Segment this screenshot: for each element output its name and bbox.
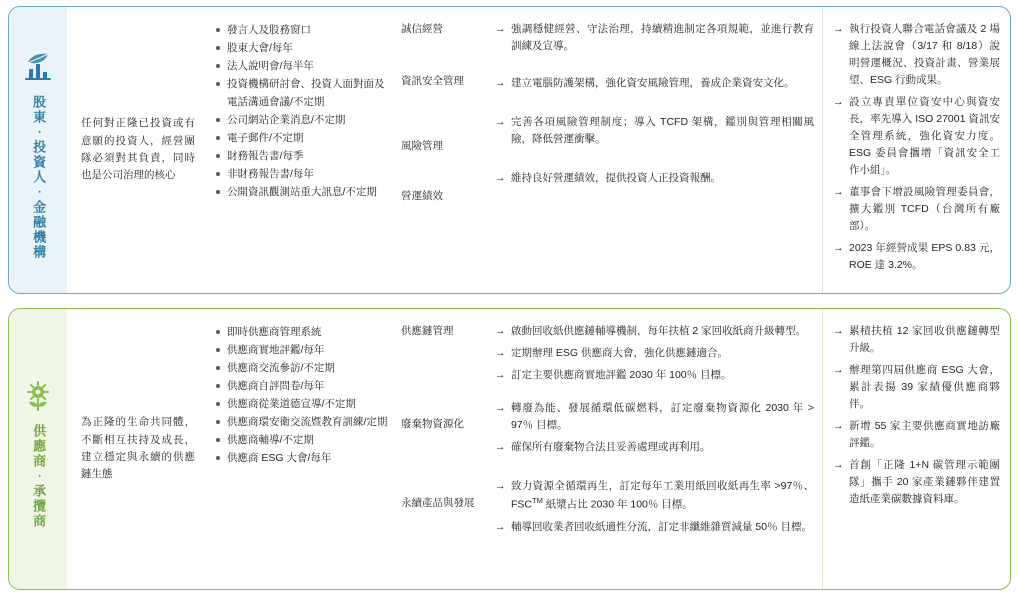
list-item: 投資機構研討會、投資人面對面及電話溝通會議/不定期: [227, 75, 389, 111]
action-group: [495, 170, 814, 187]
arrow-right-icon: →: [495, 347, 506, 359]
result-item: [833, 240, 1000, 274]
action-item: [495, 114, 814, 148]
action-item-text: 轉廢為能、發展循環低碳燃料，訂定廢棄物資源化 2030 年 > 97％ 目標。: [511, 402, 814, 431]
list-item: 供應商自評問卷/每年: [227, 377, 389, 395]
arrow-right-icon: →: [495, 172, 506, 184]
result-item-text: 辦理第四屆供應商 ESG 大會，累計表揚 39 家績優供應商夥伴。: [849, 364, 1000, 410]
action-item: [495, 478, 814, 514]
action-item: [495, 170, 814, 187]
arrow-right-icon: →: [495, 369, 506, 381]
section-suppliers: [8, 308, 1011, 590]
action-item-text: 定期辦理 ESG 供應商大會，強化供應鏈適合。: [511, 347, 729, 359]
result-item-text: 設立專責單位資安中心與資安長，率先導入 ISO 27001 資訊安全管理系統，強化資安力度。ESG 委員會攜增「資訊安全工作小組」。: [849, 96, 1000, 176]
action-item: [495, 75, 814, 92]
action-group: [495, 400, 814, 456]
result-item-text: 新增 55 家主要供應商實地訪廠評鑑。: [849, 420, 1000, 449]
action-item-text: 啟動回收紙供應鏈輔導機制，每年扶植 2 家回收紙商升級轉型。: [511, 325, 807, 337]
result-item-text: 累積扶植 12 家回收供應鏈轉型升級。: [849, 325, 1000, 354]
action-item: [495, 439, 814, 456]
arrow-right-icon: →: [833, 459, 844, 471]
list-item: 供應商 ESG 大會/每年: [227, 449, 389, 467]
arrow-right-icon: →: [495, 325, 506, 337]
result-item: [833, 418, 1000, 452]
arrow-right-icon: →: [833, 242, 844, 254]
section-shareholders: [8, 6, 1011, 294]
section-shareholders-topics: [399, 7, 491, 293]
action-item: [495, 519, 814, 536]
action-item-text: 確保所有廢棄物合法且妥善處理或再利用。: [511, 441, 711, 453]
arrow-right-icon: →: [495, 520, 506, 533]
section-suppliers-results: [822, 309, 1010, 589]
topic-label: 營運績效: [401, 190, 443, 203]
arrow-right-icon: →: [833, 364, 844, 376]
arrow-right-icon: →: [833, 23, 844, 35]
topic-label: 誠信經營: [401, 23, 443, 35]
action-group: [495, 21, 814, 55]
section-suppliers-title: 供應商‧承攬商: [31, 423, 47, 529]
result-item: [833, 184, 1000, 235]
list-item: 供應商從業道德宣導/不定期: [227, 395, 389, 413]
list-item: 供應商實地評鑑/每年: [227, 341, 389, 359]
section-suppliers-channels: [207, 309, 399, 589]
section-suppliers-description: [67, 309, 207, 589]
arrow-right-icon: →: [495, 23, 506, 35]
section-suppliers-topics: [399, 309, 491, 589]
supplier-network-tree-icon: [18, 376, 58, 416]
action-group: [495, 478, 814, 536]
arrow-right-icon: →: [495, 480, 506, 492]
action-item: [495, 400, 814, 434]
action-item-text: 致力資源全循環再生，訂定每年工業用紙回收紙再生率 >97％、FSC™ 紙漿占比 2030 年 100％ 目標。: [511, 480, 814, 511]
result-item: [833, 323, 1000, 357]
list-item: 法人說明會/每半年: [227, 57, 389, 75]
action-item-text: 完善各項風險管理制度；導入 TCFD 架構，鑑別與管理相關風險，降低營運衝擊。: [511, 116, 814, 145]
action-item: [495, 345, 814, 362]
section-shareholders-results: [822, 7, 1010, 293]
list-item: 電子郵件/不定期: [227, 129, 389, 147]
section-suppliers-label-column: [9, 309, 67, 589]
growth-chart-plant-icon: [18, 47, 58, 87]
list-item: 供應商交流參訪/不定期: [227, 359, 389, 377]
arrow-right-icon: →: [833, 325, 844, 337]
arrow-right-icon: →: [495, 77, 506, 89]
arrow-right-icon: →: [833, 420, 844, 432]
action-group: [495, 323, 814, 384]
section-shareholders-description: [67, 7, 207, 293]
arrow-right-icon: →: [495, 402, 506, 414]
section-shareholders-label-column: [9, 7, 67, 293]
action-item-text: 維持良好營運績效，提供投資人正投資報酬。: [511, 172, 721, 184]
action-item: [495, 367, 814, 384]
action-item-text: 訂定主要供應商實地評鑑 2030 年 100％ 目標。: [511, 369, 732, 381]
result-item-text: 2023 年經營成果 EPS 0.83 元，ROE 達 3.2%。: [849, 242, 1000, 271]
list-item: 財務報告書/每季: [227, 147, 389, 165]
section-shareholders-description-text: 任何對正隆已投資或有意願的投資人，經營團隊必須對其負責，同時也是公司治理的核心: [81, 117, 195, 182]
section-shareholders-actions: [491, 7, 822, 293]
section-suppliers-description-text: 為正隆的生命共同體，不斷相互扶持及成長，建立穩定與永續的供應鏈生態: [81, 416, 195, 481]
result-item-text: 首創「正隆 1+N 碳管理示範團隊」攜手 20 家產業鏈夥伴建置造紙產業碳數據資料庫。: [849, 459, 1000, 505]
list-item: 供應商環安衛交流暨教育訓練/定期: [227, 413, 389, 431]
topic-label: 資訊安全管理: [401, 74, 464, 87]
arrow-right-icon: →: [495, 116, 506, 128]
topic-label: 供應鏈管理: [401, 325, 454, 337]
section-shareholders-channels: [207, 7, 399, 293]
list-item: 股東大會/每年: [227, 39, 389, 57]
list-item: 供應商輔導/不定期: [227, 431, 389, 449]
section-suppliers-actions: [491, 309, 822, 589]
result-item-text: 董事會下增設風險管理委員會，擴大鑑別 TCFD（台灣所有廠部）。: [849, 186, 1000, 232]
topic-label: 廢棄物資源化: [401, 417, 464, 430]
result-item: [833, 457, 1000, 508]
action-item-text: 強調穩健經營、守法治理，持續精進制定各項規範，並進行教育訓練及宣導。: [511, 23, 814, 52]
list-item: 即時供應商管理系統: [227, 323, 389, 341]
result-item-text: 執行投資人聯合電話會議及 2 場線上法說會（3/17 和 8/18）說明營運概況、投資計畫、營業展望、ESG 行動成果。: [849, 23, 1000, 86]
action-item: [495, 21, 814, 55]
action-group: [495, 75, 814, 92]
arrow-right-icon: →: [495, 441, 506, 453]
action-item-text: 建立電腦防護架構，強化資安風險管理，養成企業資安文化。: [511, 77, 795, 89]
arrow-right-icon: →: [833, 186, 844, 198]
action-group: [495, 114, 814, 148]
result-item: [833, 21, 1000, 89]
list-item: 公開資訊觀測站重大訊息/不定期: [227, 183, 389, 201]
result-item: [833, 362, 1000, 413]
list-item: 發言人及股務窗口: [227, 21, 389, 39]
arrow-right-icon: →: [833, 96, 844, 108]
list-item: 公司網站企業消息/不定期: [227, 111, 389, 129]
section-shareholders-title: 股東‧投資人‧金融機構: [31, 94, 47, 260]
result-item: [833, 94, 1000, 179]
topic-label: 永續產品與發展: [401, 496, 475, 509]
list-item: 非財務報告書/每年: [227, 165, 389, 183]
action-item-text: 輔導回收業者回收紙適性分流，訂定非纖維雜質減量 50％ 目標。: [511, 520, 813, 533]
topic-label: 風險管理: [401, 139, 443, 152]
action-item: [495, 323, 814, 340]
